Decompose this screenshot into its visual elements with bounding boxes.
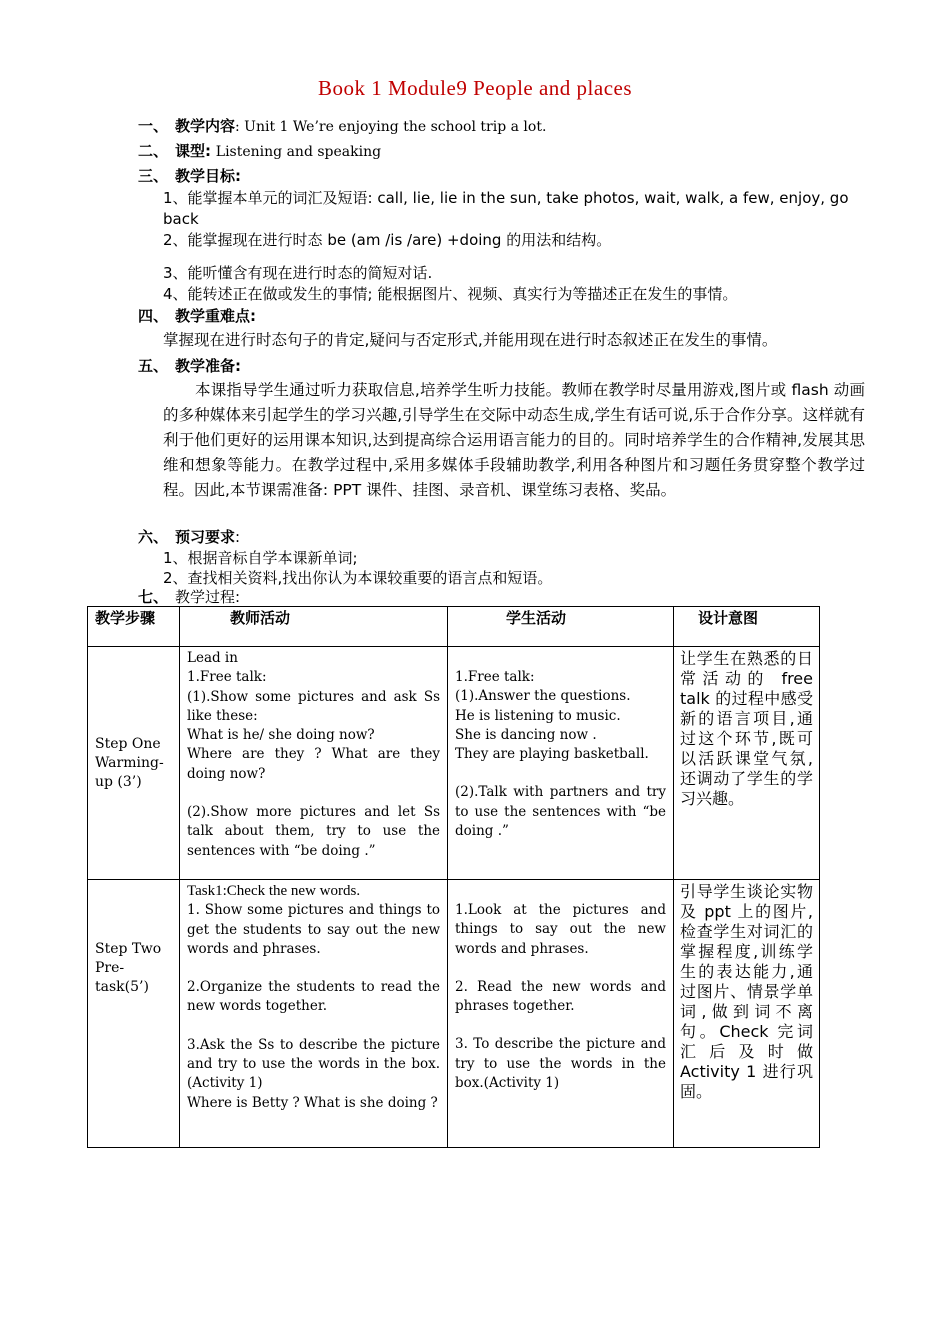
key-points-text: 掌握现在进行时态句子的肯定,疑问与否定形式,并能用现在进行时态叙述正在发生的事情。 xyxy=(163,331,778,349)
student-line xyxy=(455,959,666,978)
student-line: He is listening to music. xyxy=(455,707,621,724)
teacher-line: (2).Show more pictures and let Ss talk about them, try to use the sentences with “be doing .” xyxy=(187,804,440,859)
section-heading: 教学内容 xyxy=(175,117,236,135)
student-line xyxy=(455,1016,666,1035)
table-row xyxy=(88,880,820,1148)
teacher-line: 3.Ask the Ss to describe the picture and try to use the words in the box.(Activity 1) xyxy=(187,1036,440,1092)
section-heading: 预习要求 xyxy=(175,528,236,546)
preview-1: 1、根据音标自学本课新单词; xyxy=(163,549,358,567)
section-number: 二、 xyxy=(138,142,169,160)
student-line: 3. To describe the picture and try to use the words in the box.(Activity 1) xyxy=(455,1036,666,1092)
section-number: 七、 xyxy=(138,588,169,606)
student-line xyxy=(455,764,666,783)
teacher-line: What is he/ she doing now? xyxy=(187,727,375,744)
section-value: : xyxy=(235,528,241,546)
step-cell: Step Two Pre-task(5’) xyxy=(88,880,180,1148)
section-number: 一、 xyxy=(138,117,169,135)
teacher-activity-cell xyxy=(180,647,448,880)
section-number: 五、 xyxy=(138,357,169,375)
section-objectives xyxy=(138,166,241,186)
student-line: (2).Talk with partners and try to use the sentences with “be doing .” xyxy=(455,784,666,840)
objective-2: 2、能掌握现在进行时态 be (am /is /are) +doing 的用法和结构。 xyxy=(163,231,612,249)
student-line: (1).Answer the questions. xyxy=(455,688,631,705)
teacher-line: 1.Free talk: xyxy=(187,669,267,686)
header-teacher: 教师活动 xyxy=(180,607,448,647)
teacher-line: Where are they ? What are they doing now? xyxy=(187,746,440,782)
header-step: 教学步骤 xyxy=(88,607,180,647)
step-cell: Step One Warming-up (3’) xyxy=(88,647,180,880)
student-line: 1.Look at the pictures and things to say out the new words and phrases. xyxy=(455,902,666,957)
table-row xyxy=(88,647,820,880)
section-heading: 教学过程: xyxy=(175,588,241,606)
objective-3: 3、能听懂含有现在进行时态的简短对话. xyxy=(163,264,433,282)
header-intent: 设计意图 xyxy=(674,607,820,647)
section-heading: 课型: xyxy=(175,142,211,160)
section-key-points xyxy=(138,306,256,326)
teacher-line xyxy=(187,784,440,803)
section-heading: 教学准备: xyxy=(175,357,241,375)
objective-1: 1、能掌握本单元的词汇及短语: call, lie, lie in the sun, take photos, wait, walk, a few, enjoy, go back xyxy=(163,189,849,228)
student-activity-cell xyxy=(448,647,674,880)
student-line: She is dancing now . xyxy=(455,726,597,743)
student-line: They are playing basketball. xyxy=(455,746,649,763)
section-heading: 教学目标: xyxy=(175,167,241,185)
teacher-line: (1).Show some pictures and ask Ss like these: xyxy=(187,688,440,724)
student-line xyxy=(455,649,666,668)
section-lesson-type xyxy=(138,141,381,162)
student-line: 1.Free talk: xyxy=(455,669,535,685)
section-content xyxy=(138,116,546,137)
section-number: 六、 xyxy=(138,528,169,546)
section-process xyxy=(138,587,240,607)
student-line: 2. Read the new words and phrases together. xyxy=(455,978,666,1015)
intent-cell: 引导学生谈论实物及 ppt 上的图片,检查学生对词汇的掌握程度,训练学生的表达能力,通过图片、情景学单词,做到词不离句。Check 完词汇后及时做 Activity 1 进行巩固。 xyxy=(674,880,820,1148)
preparation-text: 本课指导学生通过听力获取信息,培养学生听力技能。教师在教学时尽量用游戏,图片或 flash 动画的多种媒体来引起学生的学习兴趣,引导学生在交际中动态生成,学生有话可说,乐于合作分享。这样就有利于他们更好的运用课本知识,达到提高综合运用语言能力的目的。同时培养学生的合作精神,发展其思维和想象等能力。在教学过程中,采用多媒体手段辅助教学,利用各种图片和习题任务贯穿整个教学过程。因此,本节课需准备: PPT 课件、挂图、录音机、课堂练习表格、奖品。 xyxy=(163,381,865,499)
teacher-line: 1. Show some pictures and things to get the students to say out the new words and phrases. xyxy=(187,902,440,957)
teacher-activity-cell xyxy=(180,880,448,1148)
preview-2: 2、查找相关资料,找出你认为本课较重要的语言点和短语。 xyxy=(163,569,553,587)
section-number: 三、 xyxy=(138,167,169,185)
process-table xyxy=(87,606,820,1148)
teacher-line xyxy=(187,959,440,978)
teacher-line: Task1:Check the new words. xyxy=(187,883,361,899)
section-value: : Unit 1 We’re enjoying the school trip a lot. xyxy=(235,119,547,135)
teacher-line: Lead in xyxy=(187,650,238,666)
header-student: 学生活动 xyxy=(448,607,674,647)
section-number: 四、 xyxy=(138,307,169,325)
teacher-line: 2.Organize the students to read the new words together. xyxy=(187,979,440,1015)
teacher-line: Where is Betty ? What is she doing ? xyxy=(187,1094,438,1111)
document-title: Book 1 Module9 People and places xyxy=(317,76,633,100)
objective-4: 4、能转述正在做或发生的事情; 能根据图片、视频、真实行为等描述正在发生的事情。 xyxy=(163,285,738,303)
section-heading: 教学重难点: xyxy=(175,307,256,325)
section-preview xyxy=(138,527,240,547)
teacher-line xyxy=(187,1017,440,1036)
section-value: Listening and speaking xyxy=(215,144,382,160)
student-activity-cell xyxy=(448,880,674,1148)
table-header-row xyxy=(88,607,820,647)
student-spacer xyxy=(455,882,666,901)
section-preparation xyxy=(138,356,241,376)
intent-cell: 让学生在熟悉的日常活动的 free talk 的过程中感受新的语言项目,通过这个环节,既可以活跃课堂气氛,还调动了学生的学习兴趣。 xyxy=(674,647,820,880)
